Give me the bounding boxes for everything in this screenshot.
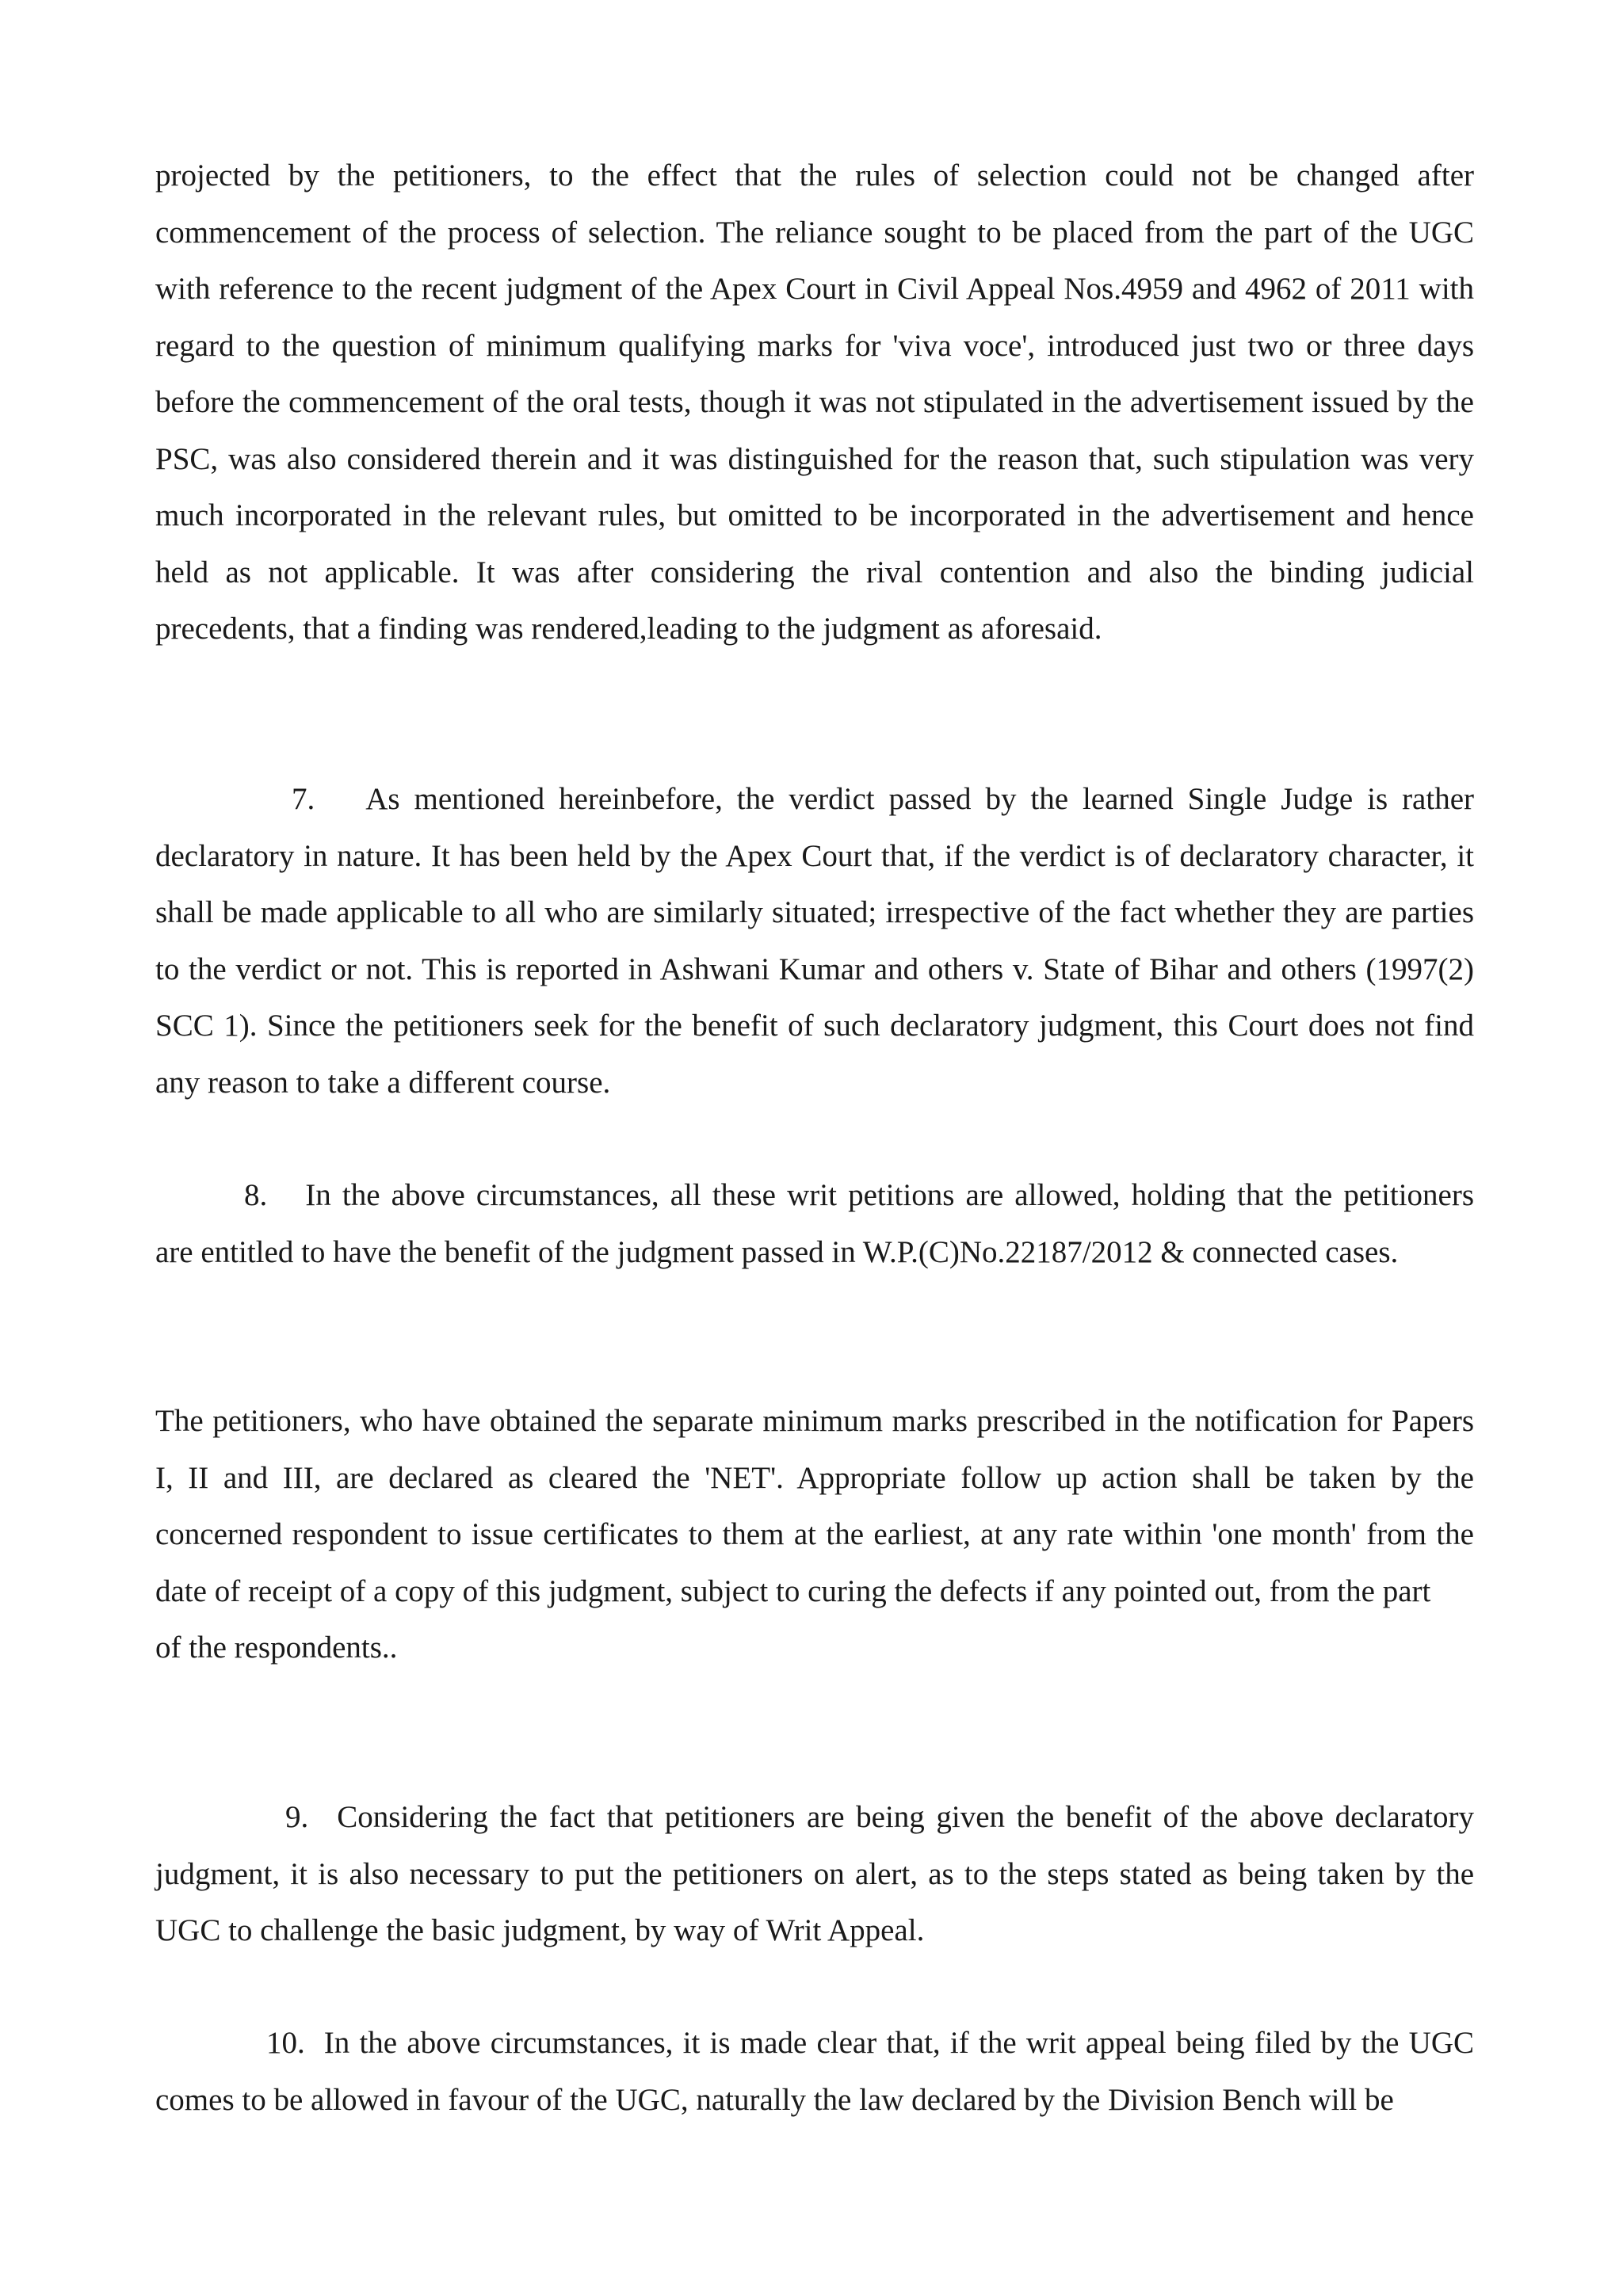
paragraph-number-9: 9. <box>285 1800 309 1834</box>
paragraph-7-text: As mentioned hereinbefore, the verdict passed by the learned Single Judge is rather declaratory in nature. It has been held by the Apex Court that, if the verdict is of declaratory character, it shall be made applicable to all who are similarly situated; irrespective of the fact whether they are parties to the verdict or not. This is reported in Ashwani Kumar and others v. State of Bihar and others (1997(2) SCC 1). Since the petitioners seek for the benefit of such declaratory judgment, this Court does not find any reason to take a different course. <box>155 782 1474 1100</box>
continuation-text: projected by the petitioners, to the effect that the rules of selection could not be changed after commencement of the process of selection. The reliance sought to be placed from the part of the UGC with reference to the recent judgment of the Apex Court in Civil Appeal Nos.4959 and 4962 of 2011 with regard to the question of minimum qualifying marks for 'viva voce', introduced just two or three days before the commencement of the oral tests, though it was not stipulated in the advertisement issued by the PSC, was also considered therein and it was distinguished for the reason that, such stipulation was very much incorporated in the relevant rules, but omitted to be incorporated in the advertisement and hence held as not applicable. It was after considering the rival contention and also the binding judicial precedents, that a finding was rendered,leading to the judgment as aforesaid. <box>155 158 1474 646</box>
paragraph-number-8: 8. <box>244 1178 268 1212</box>
paragraph-8 <box>155 1167 1474 1280</box>
paragraph-7 <box>155 771 1474 1111</box>
paragraph-9 <box>155 1789 1474 1959</box>
paragraph-9-text: Considering the fact that petitioners are being given the benefit of the above declaratory judgment, it is also necessary to put the petitioners on alert, as to the steps stated as being taken by the UGC to challenge the basic judgment, by way of Writ Appeal. <box>155 1800 1474 1947</box>
paragraph-number-10: 10. <box>266 2026 305 2060</box>
paragraph-8-continued-text: The petitioners, who have obtained the separate minimum marks prescribed in the notification for Papers I, II and III, are declared as cleared the 'NET'. Appropriate follow up action shall be taken by the concerned respondent to issue certificates to them at the earliest, at any rate within 'one month' from the date of receipt of a copy of this judgment, subject to curing the defects if any pointed out, from the part <box>155 1404 1474 1608</box>
paragraph-8-text: In the above circumstances, all these writ petitions are allowed, holding that the petitioners are entitled to have the benefit of the judgment passed in W.P.(C)No.22187/2012 & connected cases. <box>155 1178 1474 1269</box>
continuation-paragraph <box>155 147 1474 658</box>
paragraph-10 <box>155 2015 1474 2128</box>
paragraph-10-text: In the above circumstances, it is made clear that, if the writ appeal being filed by the UGC comes to be allowed in favour of the UGC, naturally the law declared by the Division Bench will be <box>155 2026 1474 2117</box>
paragraph-8-continued <box>155 1393 1474 1676</box>
paragraph-8-continued-tail: of the respondents.. <box>155 1630 398 1665</box>
paragraph-number-7: 7. <box>292 782 315 816</box>
